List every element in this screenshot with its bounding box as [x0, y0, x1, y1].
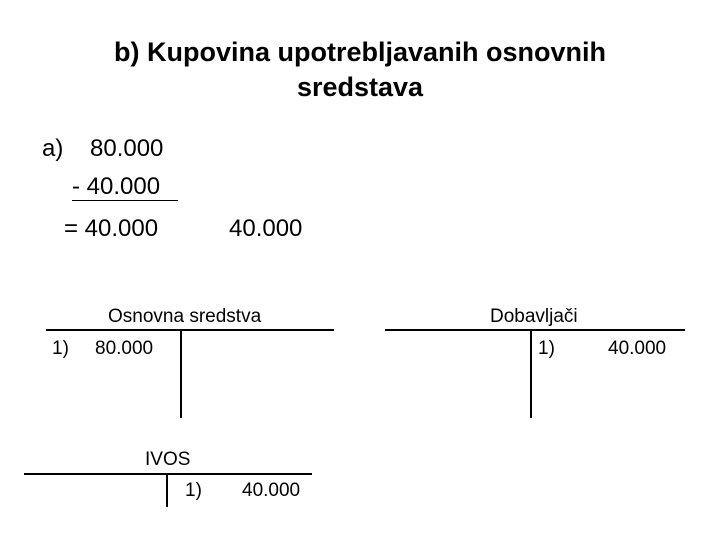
calc-label: a) — [42, 135, 64, 162]
calc-side-value: 40.000 — [229, 215, 303, 242]
account-dobavljaci-entry-ref: 1) — [538, 338, 555, 359]
calc-underline — [72, 200, 178, 201]
account-ivos-top-line — [24, 473, 312, 475]
account-dobavljaci-divider — [530, 331, 532, 418]
calc-line-3: = 40.000 — [64, 215, 159, 242]
calc-line-1: 80.000 — [90, 135, 164, 162]
page-title-line-1: b) Kupovina upotrebljavanih osnovnih — [113, 37, 606, 67]
account-ivos-title: IVOS — [145, 449, 191, 470]
account-ivos-entry-ref: 1) — [185, 480, 202, 501]
account-osnovna-sredstva-top-line — [46, 329, 334, 331]
account-dobavljaci-title: Dobavljači — [490, 306, 578, 327]
account-osnovna-sredstva-divider — [180, 331, 182, 418]
account-osnovna-sredstva-entry-ref: 1) — [52, 338, 69, 359]
calc-line-2: - 40.000 — [72, 173, 161, 200]
page-title-line-2: sredstava — [296, 72, 424, 102]
account-ivos-divider — [166, 475, 168, 507]
account-osnovna-sredstva-title: Osnovna sredstva — [108, 306, 262, 327]
account-dobavljaci-top-line — [385, 329, 685, 331]
account-osnovna-sredstva-debit: 80.000 — [95, 338, 154, 359]
account-dobavljaci-credit: 40.000 — [608, 338, 667, 359]
account-ivos-credit: 40.000 — [242, 480, 301, 501]
